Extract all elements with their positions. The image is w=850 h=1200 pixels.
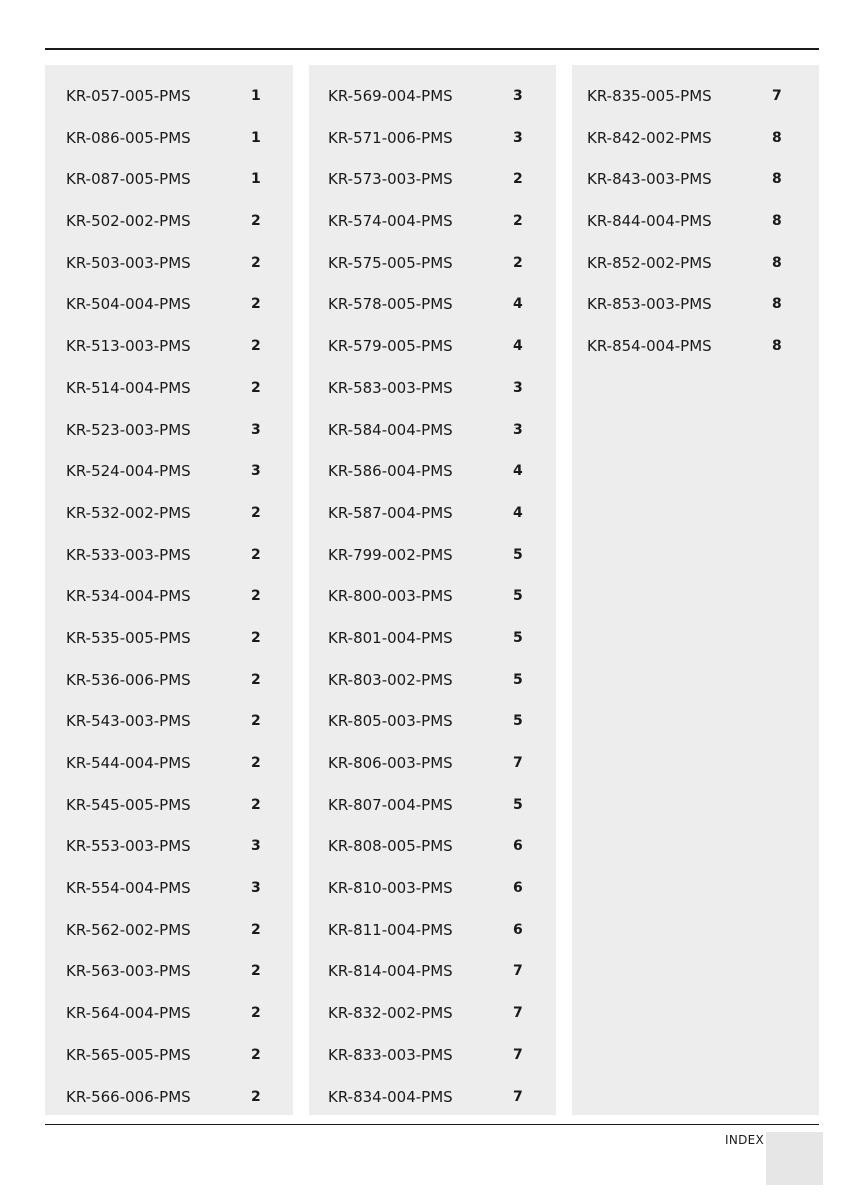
page-number: 7	[513, 1046, 523, 1063]
part-code: KR-536-006-PMS	[66, 670, 191, 689]
part-code: KR-545-005-PMS	[66, 795, 191, 814]
page-number: 6	[513, 838, 523, 855]
part-code: KR-503-003-PMS	[66, 253, 191, 272]
page-number: 5	[513, 713, 523, 730]
index-entry	[309, 921, 556, 963]
index-entry	[45, 254, 293, 296]
part-code: KR-583-003-PMS	[328, 378, 453, 397]
index-entry	[45, 421, 293, 463]
index-list-1	[45, 87, 293, 1129]
page-number: 8	[772, 338, 782, 355]
part-code: KR-799-002-PMS	[328, 545, 453, 564]
part-code: KR-579-005-PMS	[328, 337, 453, 356]
page-number: 6	[513, 921, 523, 938]
part-code: KR-811-004-PMS	[328, 920, 453, 939]
part-code: KR-814-004-PMS	[328, 962, 453, 981]
part-code: KR-803-002-PMS	[328, 670, 453, 689]
index-entry	[45, 629, 293, 671]
index-entry	[309, 129, 556, 171]
page-number: 3	[251, 880, 261, 897]
index-entry	[309, 546, 556, 588]
part-code: KR-584-004-PMS	[328, 420, 453, 439]
index-entry	[309, 212, 556, 254]
index-entry	[45, 587, 293, 629]
part-code: KR-800-003-PMS	[328, 587, 453, 606]
page-number: 5	[513, 588, 523, 605]
part-code: KR-806-003-PMS	[328, 754, 453, 772]
page-number: 6	[513, 880, 523, 897]
part-code: KR-502-002-PMS	[66, 212, 191, 231]
part-code: KR-833-003-PMS	[328, 1045, 453, 1064]
part-code: KR-807-004-PMS	[328, 795, 453, 814]
index-entry	[309, 1046, 556, 1088]
page-number: 2	[251, 921, 261, 938]
page-number: 8	[772, 296, 782, 313]
index-column-2	[309, 65, 556, 1115]
index-entry	[572, 87, 819, 129]
page-number: 4	[513, 338, 523, 355]
top-rule	[45, 48, 819, 50]
index-entry	[45, 546, 293, 588]
index-entry	[45, 87, 293, 129]
page-number: 2	[251, 379, 261, 396]
part-code: KR-810-003-PMS	[328, 879, 453, 898]
page-number: 5	[513, 546, 523, 563]
index-column-1	[45, 65, 293, 1115]
page-number: 7	[513, 963, 523, 980]
page-number: 7	[513, 1005, 523, 1022]
page-number: 2	[251, 213, 261, 230]
index-entry	[45, 1046, 293, 1088]
index-entry	[309, 421, 556, 463]
page-number: 3	[513, 88, 523, 104]
index-entry	[309, 879, 556, 921]
page-number: 7	[513, 755, 523, 771]
index-entry	[572, 295, 819, 337]
part-code: KR-086-005-PMS	[66, 128, 191, 147]
index-entry	[572, 254, 819, 296]
index-list-2	[309, 87, 556, 1129]
page-number: 1	[251, 171, 261, 188]
part-code: KR-575-005-PMS	[328, 253, 453, 272]
page-number: 2	[251, 671, 261, 688]
part-code: KR-852-002-PMS	[587, 253, 712, 272]
page-number: 3	[513, 379, 523, 396]
page-number: 2	[251, 755, 261, 771]
part-code: KR-533-003-PMS	[66, 545, 191, 564]
index-entry	[45, 379, 293, 421]
page-number: 2	[251, 1005, 261, 1022]
part-code: KR-523-003-PMS	[66, 420, 191, 439]
part-code: KR-808-005-PMS	[328, 837, 453, 856]
index-entry	[309, 1088, 556, 1130]
part-code: KR-571-006-PMS	[328, 128, 453, 147]
index-entry	[309, 337, 556, 379]
footer-section-label: INDEX	[725, 1133, 765, 1147]
part-code: KR-578-005-PMS	[328, 295, 453, 314]
page-number: 4	[513, 463, 523, 480]
index-entry	[45, 462, 293, 504]
part-code: KR-553-003-PMS	[66, 837, 191, 856]
page-number: 2	[251, 629, 261, 646]
index-entry	[309, 671, 556, 713]
part-code: KR-562-002-PMS	[66, 920, 191, 939]
part-code: KR-832-002-PMS	[328, 1004, 453, 1023]
page-number: 2	[251, 713, 261, 730]
page-number: 7	[513, 1088, 523, 1105]
index-entry	[45, 504, 293, 546]
page-number: 2	[251, 1088, 261, 1105]
page-number: 2	[251, 796, 261, 813]
part-code: KR-565-005-PMS	[66, 1045, 191, 1064]
index-entry	[309, 796, 556, 838]
part-code: KR-805-003-PMS	[328, 712, 453, 731]
part-code: KR-513-003-PMS	[66, 337, 191, 356]
page-number: 1	[251, 129, 261, 146]
index-entry	[572, 337, 819, 379]
page-number: 4	[513, 296, 523, 313]
part-code: KR-563-003-PMS	[66, 962, 191, 981]
part-code: KR-587-004-PMS	[328, 503, 453, 522]
page-number: 1	[251, 88, 261, 104]
part-code: KR-569-004-PMS	[328, 87, 453, 105]
index-entry	[309, 587, 556, 629]
index-entry	[45, 295, 293, 337]
part-code: KR-087-005-PMS	[66, 170, 191, 189]
part-code: KR-586-004-PMS	[328, 462, 453, 481]
part-code: KR-532-002-PMS	[66, 503, 191, 522]
index-list-3	[572, 87, 819, 379]
part-code: KR-057-005-PMS	[66, 87, 191, 105]
index-entry	[45, 129, 293, 171]
page-number: 3	[513, 129, 523, 146]
page-number: 5	[513, 796, 523, 813]
index-entry	[309, 462, 556, 504]
page-number: 2	[251, 504, 261, 521]
index-column-3	[572, 65, 819, 1115]
part-code: KR-834-004-PMS	[328, 1087, 453, 1106]
part-code: KR-534-004-PMS	[66, 587, 191, 606]
part-code: KR-535-005-PMS	[66, 628, 191, 647]
index-entry	[45, 337, 293, 379]
index-entry	[309, 754, 556, 796]
page-number: 8	[772, 129, 782, 146]
page-number: 2	[513, 254, 523, 271]
page-number: 2	[513, 213, 523, 230]
part-code: KR-574-004-PMS	[328, 212, 453, 231]
page-number: 2	[251, 963, 261, 980]
page-number: 8	[772, 254, 782, 271]
part-code: KR-514-004-PMS	[66, 378, 191, 397]
part-code: KR-843-003-PMS	[587, 170, 712, 189]
part-code: KR-844-004-PMS	[587, 212, 712, 231]
part-code: KR-504-004-PMS	[66, 295, 191, 314]
index-entry	[309, 629, 556, 671]
index-entry	[309, 254, 556, 296]
index-entry	[45, 671, 293, 713]
index-entry	[45, 712, 293, 754]
part-code: KR-554-004-PMS	[66, 879, 191, 898]
part-code: KR-564-004-PMS	[66, 1004, 191, 1023]
index-entry	[45, 962, 293, 1004]
index-entry	[309, 170, 556, 212]
index-entry	[45, 879, 293, 921]
part-code: KR-853-003-PMS	[587, 295, 712, 314]
page-number: 5	[513, 671, 523, 688]
page-number: 2	[251, 254, 261, 271]
page-number: 2	[251, 1046, 261, 1063]
page-number: 3	[251, 421, 261, 438]
page-number: 2	[251, 338, 261, 355]
index-entry	[45, 837, 293, 879]
page-number: 3	[251, 463, 261, 480]
index-entry	[309, 837, 556, 879]
page-number: 4	[513, 504, 523, 521]
index-entry	[45, 1088, 293, 1130]
bottom-rule	[45, 1124, 819, 1125]
page-number: 2	[513, 171, 523, 188]
index-entry	[45, 754, 293, 796]
part-code: KR-566-006-PMS	[66, 1087, 191, 1106]
index-entry	[309, 87, 556, 129]
index-entry	[309, 295, 556, 337]
page-number: 5	[513, 629, 523, 646]
page-number: 2	[251, 588, 261, 605]
page-number: 2	[251, 296, 261, 313]
index-entry	[309, 379, 556, 421]
page-number: 7	[772, 88, 782, 104]
index-entry	[309, 712, 556, 754]
part-code: KR-842-002-PMS	[587, 128, 712, 147]
page-number: 8	[772, 171, 782, 188]
part-code: KR-543-003-PMS	[66, 712, 191, 731]
index-entry	[572, 212, 819, 254]
index-entry	[45, 170, 293, 212]
index-entry	[572, 170, 819, 212]
index-entry	[45, 921, 293, 963]
part-code: KR-854-004-PMS	[587, 337, 712, 356]
page-number: 3	[513, 421, 523, 438]
part-code: KR-573-003-PMS	[328, 170, 453, 189]
index-entry	[45, 796, 293, 838]
index-entry	[45, 212, 293, 254]
page-number: 2	[251, 546, 261, 563]
index-entry	[309, 962, 556, 1004]
part-code: KR-544-004-PMS	[66, 754, 191, 772]
footer-page-tab	[766, 1132, 823, 1185]
index-entry	[309, 1004, 556, 1046]
index-entry	[572, 129, 819, 171]
part-code: KR-801-004-PMS	[328, 628, 453, 647]
part-code: KR-524-004-PMS	[66, 462, 191, 481]
part-code: KR-835-005-PMS	[587, 87, 712, 105]
index-entry	[309, 504, 556, 546]
page-number: 8	[772, 213, 782, 230]
index-entry	[45, 1004, 293, 1046]
page-number: 3	[251, 838, 261, 855]
